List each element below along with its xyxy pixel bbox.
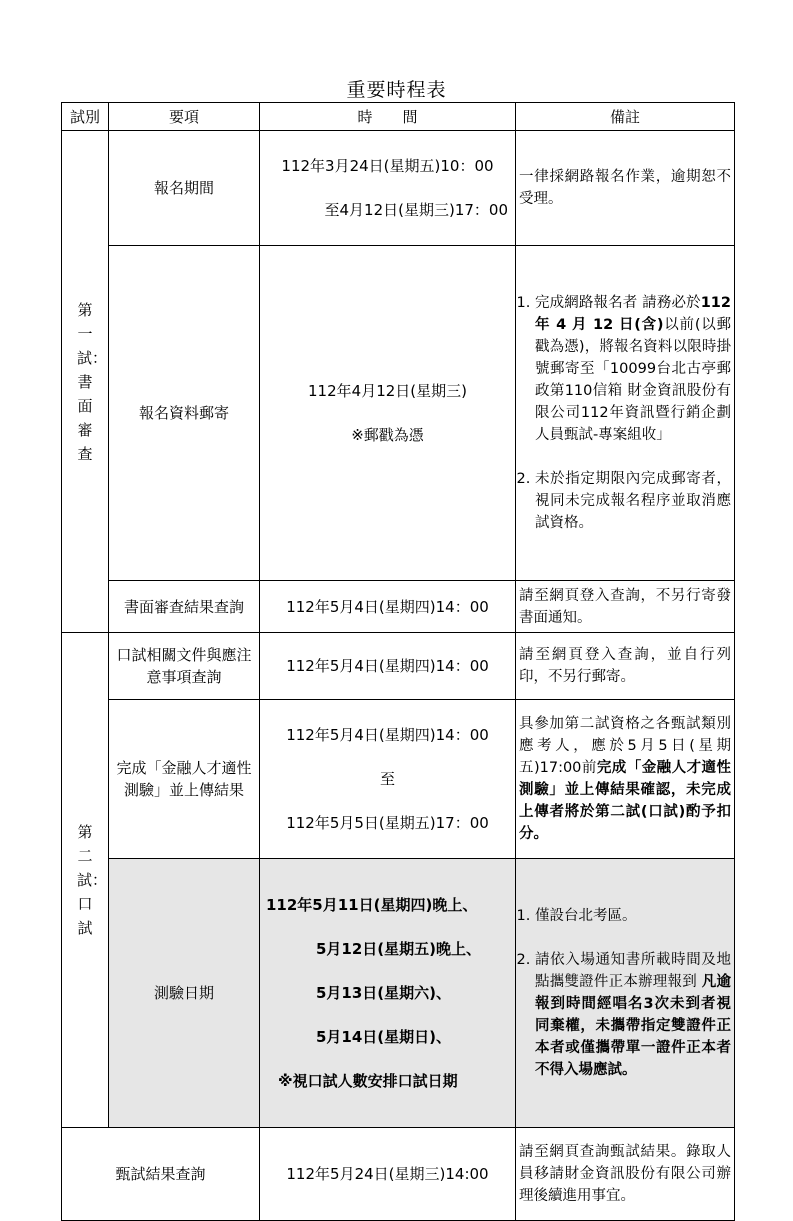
item-cell: 報名期間 — [109, 131, 260, 246]
time-line: 112年5月11日(星期四)晚上、 — [266, 896, 478, 914]
exam-1-cell — [62, 131, 109, 633]
table-row — [62, 700, 735, 859]
table-header-row — [62, 103, 735, 131]
note-text: 具參加第二試資格之各甄試類別應考人，應於5月5日(星期五)17:00前 — [519, 716, 731, 776]
note-text: 以前(以郵戳為憑)，將報名資料以限時掛號郵寄至「10099台北古亭郵政第110信箱 財金資訊股份有限公司112年資訊暨行銷企劃人員甄試-專案組收」 — [535, 317, 731, 443]
time-line: 至 — [379, 770, 395, 788]
header-time: 時 間 — [260, 103, 516, 131]
header-item: 要項 — [109, 103, 260, 131]
time-cell — [260, 859, 516, 1128]
note-text: 完成網路報名者 請務必於 — [535, 295, 701, 311]
time-line: 5月14日(星期日)、 — [316, 1028, 452, 1046]
time-cell: 112年5月4日(星期四)14：00 — [260, 581, 516, 633]
note-list-item — [535, 292, 731, 446]
time-line: 5月12日(星期五)晚上、 — [316, 940, 482, 958]
exam-1-label: 第一試：書面審查 — [77, 300, 108, 463]
note-cell: 請至網頁查詢甄試結果。錄取人員移請財金資訊股份有限公司辦理後續進用事宜。 — [516, 1128, 735, 1221]
note-cell: 請至網頁登入查詢，並自行列印，不另行郵寄。 — [516, 633, 735, 700]
note-cell — [516, 859, 735, 1128]
table-row — [62, 633, 735, 700]
item-cell: 測驗日期 — [109, 859, 260, 1128]
time-line: ※視口試人數安排口試日期 — [278, 1072, 458, 1090]
time-line: 112年5月5日(星期五)17：00 — [286, 814, 489, 832]
note-list — [519, 270, 731, 556]
table-row — [62, 859, 735, 1128]
time-line: 5月13日(星期六)、 — [316, 984, 452, 1002]
time-line: ※郵戳為憑 — [351, 426, 424, 444]
schedule-table — [61, 102, 735, 1221]
note-text-bold: 完成「金融人才適性測驗」並上傳結果確認，未完成上傳者將於第二試(口試)酌予扣分。 — [519, 760, 731, 842]
time-line: 112年5月4日(星期四)14：00 — [286, 726, 489, 744]
table-row — [62, 1128, 735, 1221]
note-text-bold: 凡逾報到時間經唱名3次未到者視同棄權，未攜帶指定雙證件正本者或僅攜帶單一證件正本者不得入場應試。 — [535, 974, 732, 1078]
time-line: 112年4月12日(星期三) — [308, 382, 467, 400]
time-line: 112年3月24日(星期五)10：00 — [281, 157, 494, 175]
note-text: 請依入場通知書所載時間及地點攜雙證件正本辦理報到 — [535, 952, 731, 990]
table-row — [62, 581, 735, 633]
time-cell: 112年5月24日(星期三)14:00 — [260, 1128, 516, 1221]
item-cell: 甄試結果查詢 — [62, 1128, 260, 1221]
note-list-item — [535, 949, 731, 1081]
note-cell: 請至網頁登入查詢，不另行寄發書面通知。 — [516, 581, 735, 633]
table-row — [62, 131, 735, 246]
note-cell — [516, 246, 735, 581]
note-text-bold: 112 年 4 月 12 日(含) — [535, 295, 731, 333]
note-cell: 一律採網路報名作業，逾期恕不受理。 — [516, 131, 735, 246]
header-note: 備註 — [516, 103, 735, 131]
item-cell: 完成「金融人才適性測驗」並上傳結果 — [109, 700, 260, 859]
time-line: 至4月12日(星期三)17：00 — [324, 201, 508, 219]
note-cell — [516, 700, 735, 859]
time-cell — [260, 246, 516, 581]
table-row — [62, 246, 735, 581]
note-list-item: 2. 未於指定期限內完成郵寄者，視同未完成報名程序並取消應試資格。 — [535, 468, 731, 534]
note-list — [519, 883, 731, 1103]
header-exam: 試別 — [62, 103, 109, 131]
item-cell: 口試相關文件與應注意事項查詢 — [109, 633, 260, 700]
exam-2-cell — [62, 633, 109, 1128]
time-cell — [260, 131, 516, 246]
exam-2-label: 第二試：口試 — [77, 823, 108, 937]
time-cell — [260, 700, 516, 859]
item-cell: 書面審查結果查詢 — [109, 581, 260, 633]
time-cell: 112年5月4日(星期四)14：00 — [260, 633, 516, 700]
item-cell: 報名資料郵寄 — [109, 246, 260, 581]
page-title: 重要時程表 — [346, 79, 447, 101]
note-list-item: 1. 僅設台北考區。 — [535, 905, 731, 927]
